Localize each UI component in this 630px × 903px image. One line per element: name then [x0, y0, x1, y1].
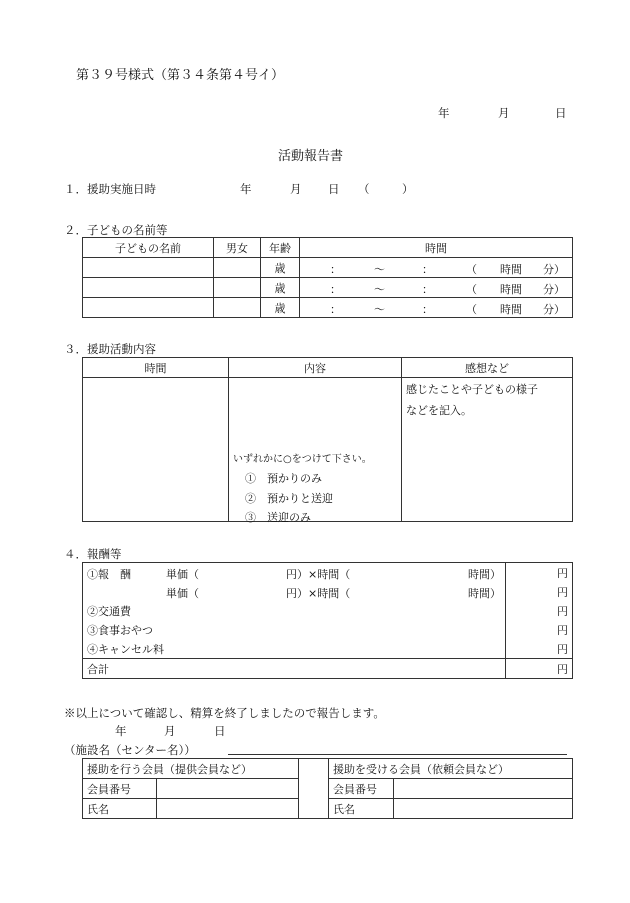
colon-start: ：	[330, 263, 341, 276]
children-table	[82, 237, 573, 318]
paren-open: （	[466, 263, 477, 276]
header-day-label: 日	[555, 106, 567, 120]
paren-open: （	[466, 283, 477, 296]
fee-table	[82, 562, 573, 679]
yen-unit: 円	[557, 662, 568, 676]
members-table	[82, 758, 573, 819]
header-gender: 男女	[214, 238, 261, 258]
hours-label: 時間	[500, 303, 522, 316]
reward-amount-1[interactable]	[506, 563, 573, 583]
activity-content-cell[interactable]	[229, 378, 402, 522]
meal-label: ③食事おやつ	[83, 620, 506, 639]
provider-name-field[interactable]	[157, 799, 299, 819]
facility-name-line[interactable]	[228, 754, 567, 755]
header-child-name: 子どもの名前	[83, 238, 214, 258]
unit-price-label: 単価（	[166, 587, 199, 600]
option-3[interactable]: ③ 送迎のみ	[245, 511, 311, 524]
option-1[interactable]: ① 預かりのみ	[245, 472, 322, 485]
activity-table	[82, 357, 573, 522]
receiver-name-label: 氏名	[329, 799, 394, 819]
section2-heading: ２．子どもの名前等	[64, 223, 168, 237]
reward-row-2[interactable]	[83, 582, 506, 601]
impression-note-2: などを記入。	[406, 404, 472, 417]
circle-instruction: いずれかに○をつけて下さい。	[233, 454, 372, 465]
facility-label: （施設名（センター名））	[64, 743, 196, 757]
table-row	[83, 582, 573, 601]
total-label: 合計	[83, 659, 506, 679]
children-table-header	[83, 238, 573, 258]
provider-header: 援助を行う会員（提供会員など）	[83, 759, 299, 779]
header-time: 時間	[300, 238, 573, 258]
colon-start: ：	[330, 283, 341, 296]
yen-unit: 円	[557, 604, 568, 618]
time-cell[interactable]	[300, 278, 573, 298]
section1-month-label: 月	[290, 182, 302, 196]
tilde: ～	[374, 283, 385, 296]
colon-end: ：	[422, 303, 433, 316]
yen-unit: 円	[557, 585, 568, 599]
meal-amount[interactable]	[506, 620, 573, 639]
hours-label: 時間	[500, 283, 522, 296]
section1-paren-open: （	[358, 182, 370, 196]
reward-label: ①報 酬	[87, 568, 131, 581]
tilde: ～	[374, 303, 385, 316]
age-unit: 歳	[274, 281, 286, 295]
colon-start: ：	[330, 303, 341, 316]
unit-price-label: 単価（	[166, 568, 199, 581]
gender-cell[interactable]	[214, 278, 261, 298]
table-row	[83, 659, 573, 679]
transport-label: ②交通費	[83, 601, 506, 620]
table-row	[83, 620, 573, 639]
paren-open: （	[466, 303, 477, 316]
age-unit: 歳	[274, 301, 286, 315]
cancel-fee-amount[interactable]	[506, 639, 573, 659]
hours-close-label: 時間）	[468, 568, 501, 581]
section1-paren-close: ）	[402, 182, 414, 196]
transport-amount[interactable]	[506, 601, 573, 620]
confirm-day-label: 日	[214, 724, 226, 738]
time-cell[interactable]	[300, 258, 573, 278]
hours-label: 時間	[500, 263, 522, 276]
impressions-cell[interactable]	[402, 378, 573, 522]
table-row	[83, 563, 573, 583]
reward-row-1[interactable]	[83, 563, 506, 583]
table-row	[83, 278, 573, 298]
receiver-member-no-field[interactable]	[394, 779, 573, 799]
section1-day-label: 日	[328, 182, 340, 196]
yen-times-label: 円）×時間（	[286, 568, 351, 581]
minutes-label: 分）	[543, 263, 565, 276]
table-row	[83, 759, 573, 779]
members-gap-cell	[299, 759, 329, 819]
tilde: ～	[374, 263, 385, 276]
activity-table-header	[83, 358, 573, 378]
section4-heading: ４．報酬等	[64, 547, 122, 561]
child-name-cell[interactable]	[83, 278, 214, 298]
table-row	[83, 298, 573, 318]
page-title: 活動報告書	[278, 149, 344, 164]
age-cell[interactable]	[261, 298, 300, 318]
table-row	[83, 258, 573, 278]
section1-year-label: 年	[240, 182, 252, 196]
reward-amount-2[interactable]	[506, 582, 573, 601]
header-activity-time: 時間	[83, 358, 229, 378]
confirm-month-label: 月	[164, 724, 176, 738]
yen-times-label: 円）×時間（	[286, 587, 351, 600]
impression-note-1: 感じたことや子どもの様子	[406, 383, 538, 396]
table-row	[83, 378, 573, 522]
minutes-label: 分）	[543, 283, 565, 296]
section1-heading: １．援助実施日時	[64, 182, 156, 196]
table-row	[83, 639, 573, 659]
provider-member-no-field[interactable]	[157, 779, 299, 799]
header-month-label: 月	[498, 106, 510, 120]
yen-unit: 円	[557, 642, 568, 656]
time-cell[interactable]	[300, 298, 573, 318]
colon-end: ：	[422, 263, 433, 276]
receiver-name-field[interactable]	[394, 799, 573, 819]
gender-cell[interactable]	[214, 258, 261, 278]
section3-heading: ３．援助活動内容	[64, 342, 156, 356]
receiver-member-no-label: 会員番号	[329, 779, 394, 799]
hours-close-label: 時間）	[468, 587, 501, 600]
age-cell[interactable]	[261, 258, 300, 278]
header-year-label: 年	[438, 106, 450, 120]
yen-unit: 円	[557, 566, 568, 580]
activity-time-cell[interactable]	[83, 378, 229, 522]
provider-member-no-label: 会員番号	[83, 779, 157, 799]
table-row	[83, 601, 573, 620]
gender-cell[interactable]	[214, 298, 261, 318]
provider-name-label: 氏名	[83, 799, 157, 819]
cancel-fee-label: ④キャンセル料	[83, 639, 506, 659]
child-name-cell[interactable]	[83, 258, 214, 278]
option-2[interactable]: ② 預かりと送迎	[245, 492, 333, 505]
age-unit: 歳	[274, 261, 286, 275]
total-amount[interactable]	[506, 659, 573, 679]
form-number: 第３９号様式（第３４条第４号イ）	[76, 68, 285, 83]
child-name-cell[interactable]	[83, 298, 214, 318]
receiver-header: 援助を受ける会員（依頼会員など）	[329, 759, 573, 779]
confirmation-text: ※以上について確認し、精算を終了しましたので報告します。	[64, 706, 385, 720]
colon-end: ：	[422, 283, 433, 296]
header-activity-content: 内容	[229, 358, 402, 378]
age-cell[interactable]	[261, 278, 300, 298]
header-impressions: 感想など	[402, 358, 573, 378]
header-age: 年齢	[261, 238, 300, 258]
yen-unit: 円	[557, 623, 568, 637]
confirm-year-label: 年	[115, 724, 127, 738]
minutes-label: 分）	[543, 303, 565, 316]
